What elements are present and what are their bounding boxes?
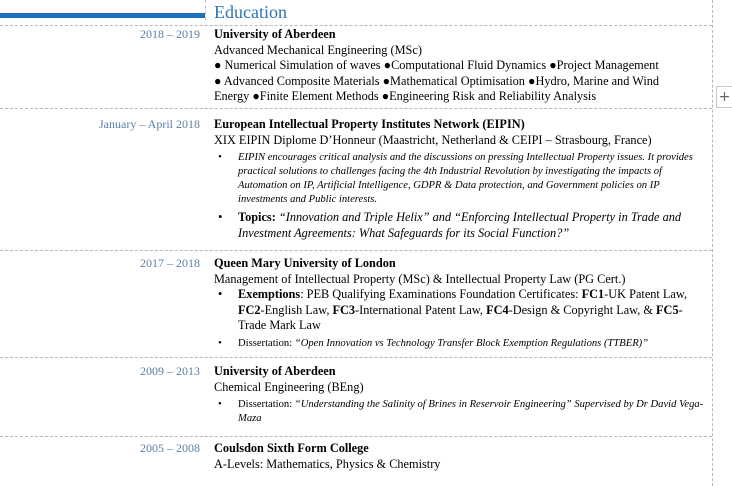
topics-label: Topics: xyxy=(238,210,276,224)
entry-date: 2005 – 2008 xyxy=(140,441,200,455)
row-divider xyxy=(0,108,712,109)
module-line: ● Numerical Simulation of waves ●Computational Fluid Dynamics ●Project Management xyxy=(214,58,659,72)
dissertation-label: Dissertation: xyxy=(238,399,295,410)
fc1-code: FC1 xyxy=(581,287,605,301)
topics-text: “Innovation and Triple Helix” and “Enforcing Intellectual Property in Trade and Investment Agreements: What Safeguards for its Social Function?” xyxy=(238,210,682,240)
module-line: ● Advanced Composite Materials ●Mathematical Optimisation ●Hydro, Marine and Wind xyxy=(214,73,660,88)
entry-date: 2009 – 2013 xyxy=(140,364,200,378)
module-line: Energy ●Finite Element Methods ●Engineering Risk and Reliability Analysis xyxy=(214,89,597,103)
table-border xyxy=(205,0,206,20)
fc2-text: -English Law, xyxy=(260,302,333,317)
topics-bullet xyxy=(214,210,704,241)
institution-name: University of Aberdeen xyxy=(214,27,336,41)
section-accent-bar xyxy=(0,13,205,18)
degree-title: XIX EIPIN Diplome D’Honneur (Maastricht, Netherland & CEIPI – Strasbourg, France) xyxy=(214,132,652,147)
row-divider xyxy=(0,250,712,251)
add-row-button[interactable] xyxy=(716,86,732,108)
fc3-code: FC3 xyxy=(332,302,356,317)
exemptions-bullet xyxy=(214,287,704,334)
fc4-text: -Design & Copyright Law, & xyxy=(508,302,657,317)
fc5-text: -Trade Mark Law xyxy=(238,302,683,332)
dissertation-title: “Open Innovation vs Technology Transfer Block Exemption Regulations (TTBER)” xyxy=(294,337,649,349)
plus-icon: + xyxy=(718,89,731,105)
institution-name: Coulsdon Sixth Form College xyxy=(214,441,369,455)
exemptions-label: Exemptions xyxy=(238,287,301,301)
dissertation-bullet xyxy=(214,398,704,426)
supervisor-text: Supervised by Dr David Vega-Maza xyxy=(238,399,704,424)
fc1-text: -UK Patent Law, xyxy=(604,287,688,301)
dissertation-title: “Understanding the Salinity of Brines in Reservoir Engineering” xyxy=(294,399,572,410)
degree-title: Chemical Engineering (BEng) xyxy=(214,379,364,394)
dissertation-label: Dissertation: xyxy=(238,337,295,349)
exemptions-text: : PEB Qualifying Examinations Foundation Certificates: xyxy=(300,287,582,301)
row-divider xyxy=(0,436,712,437)
fc5-code: FC5 xyxy=(656,302,679,317)
description-bullet: • EIPIN encourages critical analysis and the discussions on pressing Intellectual Property issues. It provides practical solutions to challenges facing the 4th Industrial Revolution by investigating the impacts of Automation on IP, Artificial Intelligence, GDPR & Data protection, and Government policies on IP investments and Public interests. xyxy=(214,151,704,207)
fc4-code: FC4 xyxy=(486,302,509,317)
degree-title: Management of Intellectual Property (MSc) & Intellectual Property Law (PG Cert.) xyxy=(214,271,626,286)
entry-date: January – April 2018 xyxy=(99,117,200,131)
dissertation-bullet xyxy=(214,337,704,351)
entry-date: 2017 – 2018 xyxy=(140,256,200,270)
fc3-text: -International Patent Law, xyxy=(355,302,487,317)
institution-name: University of Aberdeen xyxy=(214,364,336,378)
degree-title: A-Levels: Mathematics, Physics & Chemistry xyxy=(214,456,441,471)
institution-name: Queen Mary University of London xyxy=(214,256,396,270)
entry-date: 2018 – 2019 xyxy=(140,27,200,41)
row-divider xyxy=(0,357,712,358)
degree-title: Advanced Mechanical Engineering (MSc) xyxy=(214,42,422,57)
section-heading: Education xyxy=(214,2,287,22)
fc2-code: FC2 xyxy=(238,302,261,317)
page-margin-guide xyxy=(712,0,713,486)
institution-name: European Intellectual Property Institutes Network (EIPIN) xyxy=(214,117,525,131)
row-divider xyxy=(0,25,712,26)
